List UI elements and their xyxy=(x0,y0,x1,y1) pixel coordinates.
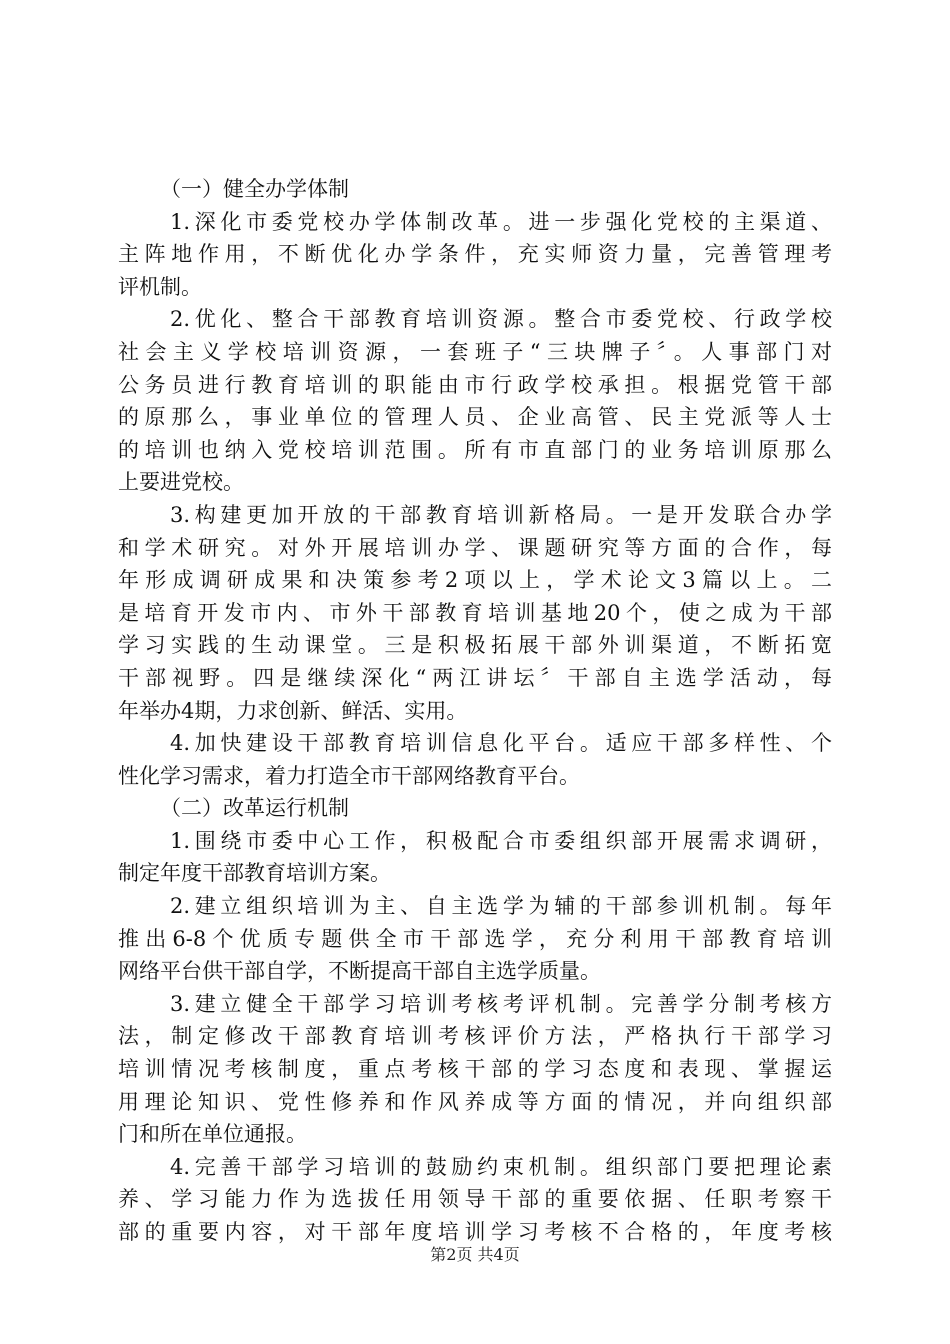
page-number-footer: 第2页 共4页 xyxy=(430,1245,520,1264)
paragraph-line: 推出6-8个优质专题供全市干部选学，充分利用干部教育培训 xyxy=(118,926,832,951)
paragraph-line: 培训情况考核制度，重点考核干部的学习态度和表现、掌握运 xyxy=(118,1057,832,1082)
paragraph-line: 2.优化、整合干部教育培训资源。整合市委党校、行政学校 xyxy=(170,307,832,332)
paragraph-line: 2.建立组织培训为主、自主选学为辅的干部参训机制。每年 xyxy=(170,894,832,919)
paragraph-line: 和学术研究。对外开展培训办学、课题研究等方面的合作，每 xyxy=(118,535,832,560)
paragraph-line: 的培训也纳入党校培训范围。所有市直部门的业务培训原那么 xyxy=(118,437,832,462)
paragraph-line: 部的重要内容，对干部年度培训学习考核不合格的，年度考核 xyxy=(118,1220,832,1244)
paragraph-line: 法，制定修改干部教育培训考核评价方法，严格执行干部学习 xyxy=(118,1024,832,1049)
paragraph-line: 学习实践的生动课堂。三是积极拓展干部外训渠道，不断拓宽 xyxy=(118,633,832,658)
paragraph-line: 养、学习能力作为选拔任用领导干部的重要依据、任职考察干 xyxy=(118,1187,832,1212)
paragraph-line: 社会主义学校培训资源，一套班子“三块牌子〞。人事部门对 xyxy=(118,339,832,364)
paragraph-line: 上要进党校。 xyxy=(118,470,244,495)
paragraph-line: 的原那么，事业单位的管理人员、企业高管、民主党派等人士 xyxy=(118,405,832,430)
paragraph-line: 干部视野。四是继续深化“两江讲坛〞干部自主选学活动，每 xyxy=(118,665,832,690)
paragraph-line: 4.加快建设干部教育培训信息化平台。适应干部多样性、个 xyxy=(170,731,832,756)
paragraph-line: 是培育开发市内、市外干部教育培训基地20个，使之成为干部 xyxy=(118,600,832,625)
section-heading: （二）改革运行机制 xyxy=(160,796,349,821)
paragraph-line: 用理论知识、党性修养和作风养成等方面的情况，并向组织部 xyxy=(118,1089,832,1114)
section-heading: （一）健全办学体制 xyxy=(160,177,349,201)
paragraph-line: 门和所在单位通报。 xyxy=(118,1122,307,1147)
paragraph-line: 性化学习需求，着力打造全市干部网络教育平台。 xyxy=(118,763,580,788)
paragraph-line: 年举办4期，力求创新、鲜活、实用。 xyxy=(118,698,468,723)
paragraph-line: 4.完善干部学习培训的鼓励约束机制。组织部门要把理论素 xyxy=(170,1154,832,1179)
paragraph-line: 1.围绕市委中心工作，积极配合市委组织部开展需求调研， xyxy=(170,828,832,853)
document-body xyxy=(118,173,832,1249)
paragraph-line: 制定年度干部教育培训方案。 xyxy=(118,861,391,886)
paragraph-line: 3.构建更加开放的干部教育培训新格局。一是开发联合办学 xyxy=(170,502,832,527)
paragraph-line: 评机制。 xyxy=(118,274,202,299)
paragraph-line: 公务员进行教育培训的职能由市行政学校承担。根据党管干部 xyxy=(118,372,832,397)
paragraph-line: 主阵地作用，不断优化办学条件，充实师资力量，完善管理考 xyxy=(118,242,832,267)
paragraph-line: 年形成调研成果和决策参考2项以上，学术论文3篇以上。二 xyxy=(118,568,832,593)
paragraph-line: 网络平台供干部自学，不断提高干部自主选学质量。 xyxy=(118,959,601,984)
paragraph-line: 1.深化市委党校办学体制改革。进一步强化党校的主渠道、 xyxy=(170,209,832,234)
paragraph-line: 3.建立健全干部学习培训考核考评机制。完善学分制考核方 xyxy=(170,991,832,1016)
